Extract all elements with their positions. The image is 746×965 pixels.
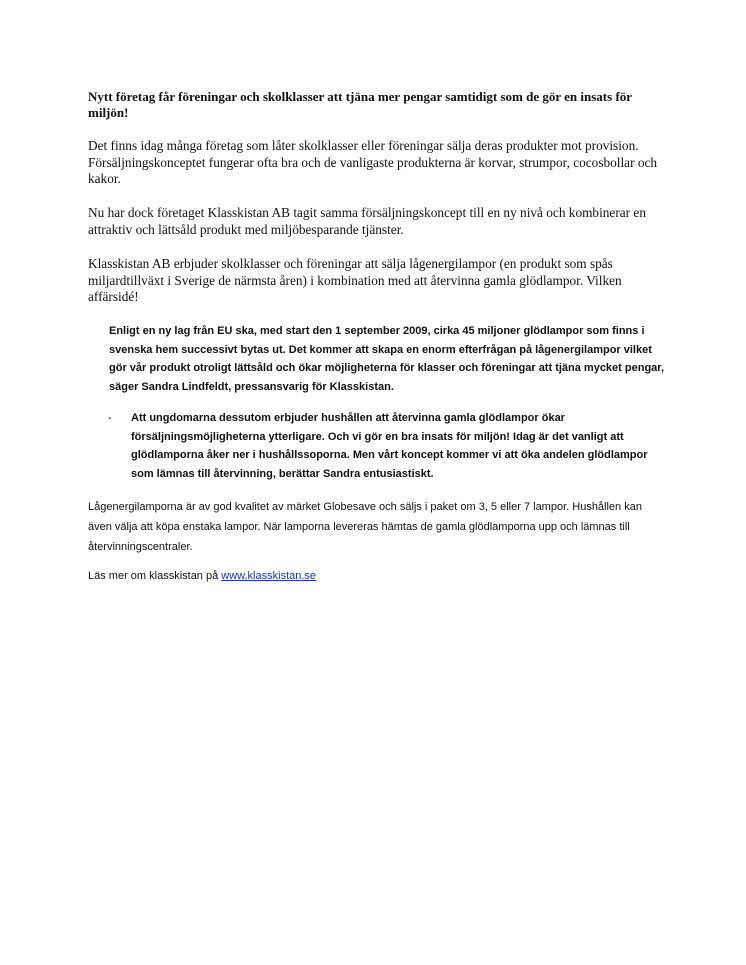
intro-paragraph-1: Det finns idag många företag som låter skolklasser eller föreningar sälja deras produkter mot provision. Försäljningskonceptet fungerar ofta bra och de vanligaste produkterna är korvar, strumpor, cocosbollar och kakor.: [88, 138, 658, 186]
intro-paragraph-3: Klasskistan AB erbjuder skolklasser och föreningar att sälja lågenergilampor (en produkt som spås miljardtillväxt i Sverige de närmsta åren) i kombination med att återvinna gamla glödlampor. Vilken affärsidé!: [88, 256, 622, 304]
read-more-prefix: Läs mer om klasskistan på: [88, 570, 222, 582]
intro-paragraph-2: Nu har dock företaget Klasskistan AB tagit samma försäljningskoncept till en ny nivå och kombinerar en attraktiv och lättsåld produkt med miljöbesparande tjänster.: [88, 205, 646, 237]
product-paragraph: Lågenergilamporna är av god kvalitet av märket Globesave och säljs i paket om 3, 5 eller 7 lampor. Hushållen kan även välja att köpa enstaka lampor. När lamporna levereras hämtas de gamla glödlamporna upp och lämnas till återvinningscentraler.: [88, 501, 642, 553]
read-more-line: [88, 566, 668, 586]
quote-paragraph: Enligt en ny lag från EU ska, med start den 1 september 2009, cirka 45 miljoner glödlampor som finns i svenska hem successivt bytas ut. Det kommer att skapa en enorm efterfrågan på lågenergilampor vilket gör vår produkt otroligt lättsåld och ökar möjligheterna för klasser och föreningar att tjäna mycket pengar, säger Sandra Lindfeldt, pressansvarig för Klasskistan.: [109, 325, 665, 393]
website-link[interactable]: www.klasskistan.se: [221, 570, 317, 582]
bullet-dash: -: [108, 412, 112, 424]
headline: Nytt företag får föreningar och skolklasser att tjäna mer pengar samtidigt som de gör en insats för miljön!: [88, 89, 632, 120]
bullet-quote: Att ungdomarna dessutom erbjuder hushållen att återvinna gamla glödlampor ökar försäljningsmöjligheterna ytterligare. Och vi gör en bra insats för miljön! Idag är det vanligt att glödlamporna åker ner i hushållssoporna. Men vårt koncept kommer vi att öka andelen glödlampor som lämnas till återvinning, berättar Sandra entusiastiskt.: [131, 412, 648, 480]
